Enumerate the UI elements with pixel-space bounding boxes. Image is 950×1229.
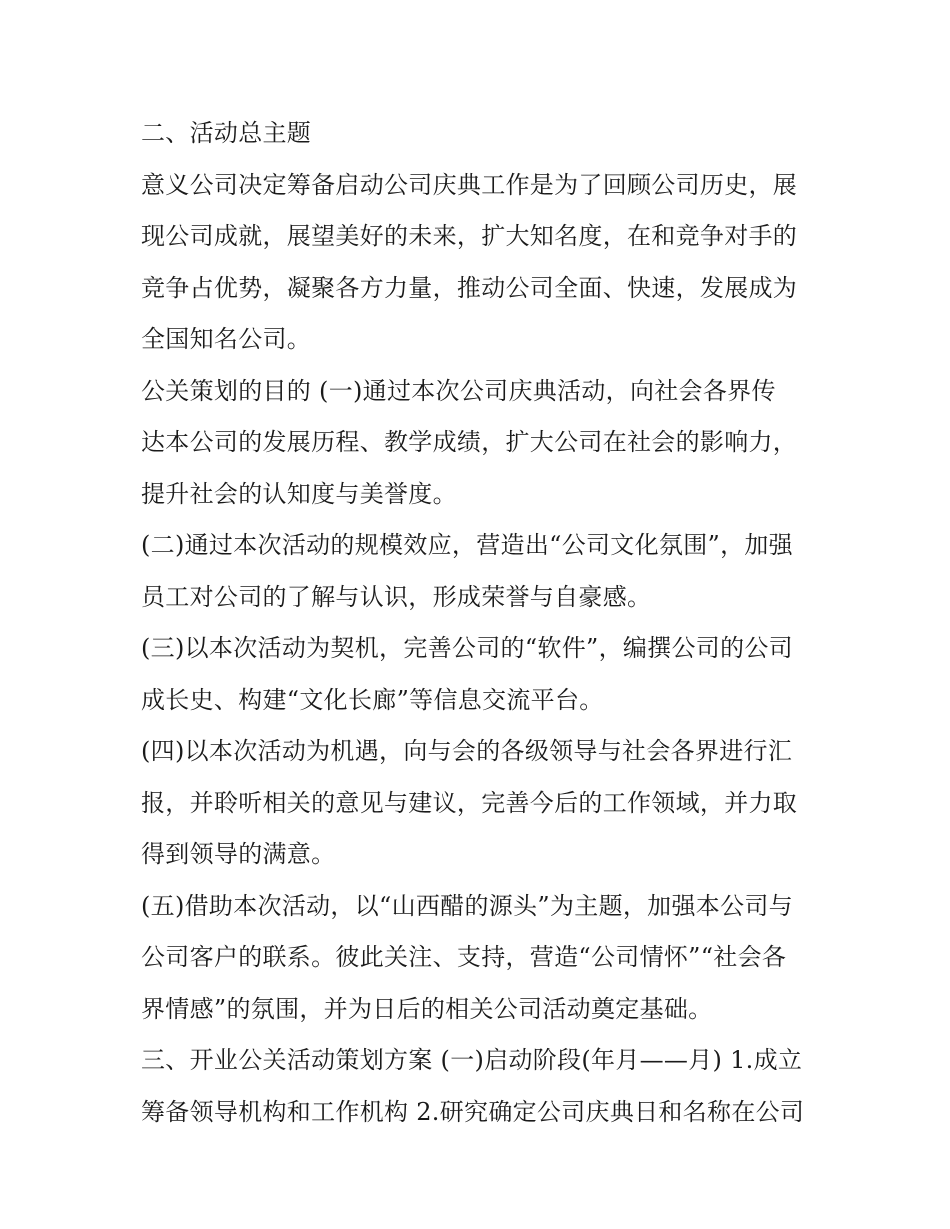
text-line: 成长史、构建“文化长廊”等信息交流平台。 [141,685,604,714]
text-line: 界情感”的氛围，并为日后的相关公司活动奠定基础。 [141,994,713,1023]
text-line: (四)以本次活动为机遇，向与会的各级领导与社会各界进行汇 [141,737,793,765]
document-body [141,108,821,1138]
text-line: 竞争占优势，凝聚各方力量，推动公司全面、快速，发展成为 [141,273,798,302]
text-line: 意义公司决定筹备启动公司庆典工作是为了回顾公司历史，展 [141,170,798,199]
text-line: 员工对公司的了解与认识，形成荣誉与自豪感。 [141,582,652,611]
text-line: 公司客户的联系。彼此关注、支持，营造“公司情怀”“社会各 [141,943,787,971]
text-line: 公关策划的目的 (一)通过本次公司庆典活动，向社会各界传 [141,376,776,405]
text-line: (三)以本次活动为契机，完善公司的“软件”，编撰公司的公司 [141,634,793,662]
text-line: (二)通过本次活动的规模效应，营造出“公司文化氛围”，加强 [141,531,793,559]
text-line: 筹备领导机构和工作机构 2.研究确定公司庆典日和名称在公司 [141,1097,805,1126]
text-line: 现公司成就，展望美好的未来，扩大知名度，在和竞争对手的 [141,222,798,250]
text-line: (五)借助本次活动，以“山西醋的源头”为主题，加强本公司与 [141,891,793,920]
text-line: 达本公司的发展历程、教学成绩，扩大公司在社会的影响力， [141,428,798,456]
text-line: 全国知名公司。 [141,325,312,353]
section-heading: 二、活动总主题 [141,119,312,147]
section-heading: 三、开业公关活动策划方案 (一)启动阶段(年月——月) 1.成立 [141,1046,803,1074]
text-line: 报，并聆听相关的意见与建议，完善今后的工作领域，并力取 [141,788,798,817]
text-line: 提升社会的认知度与美誉度。 [141,479,457,508]
text-line: 得到领导的满意。 [141,840,336,868]
